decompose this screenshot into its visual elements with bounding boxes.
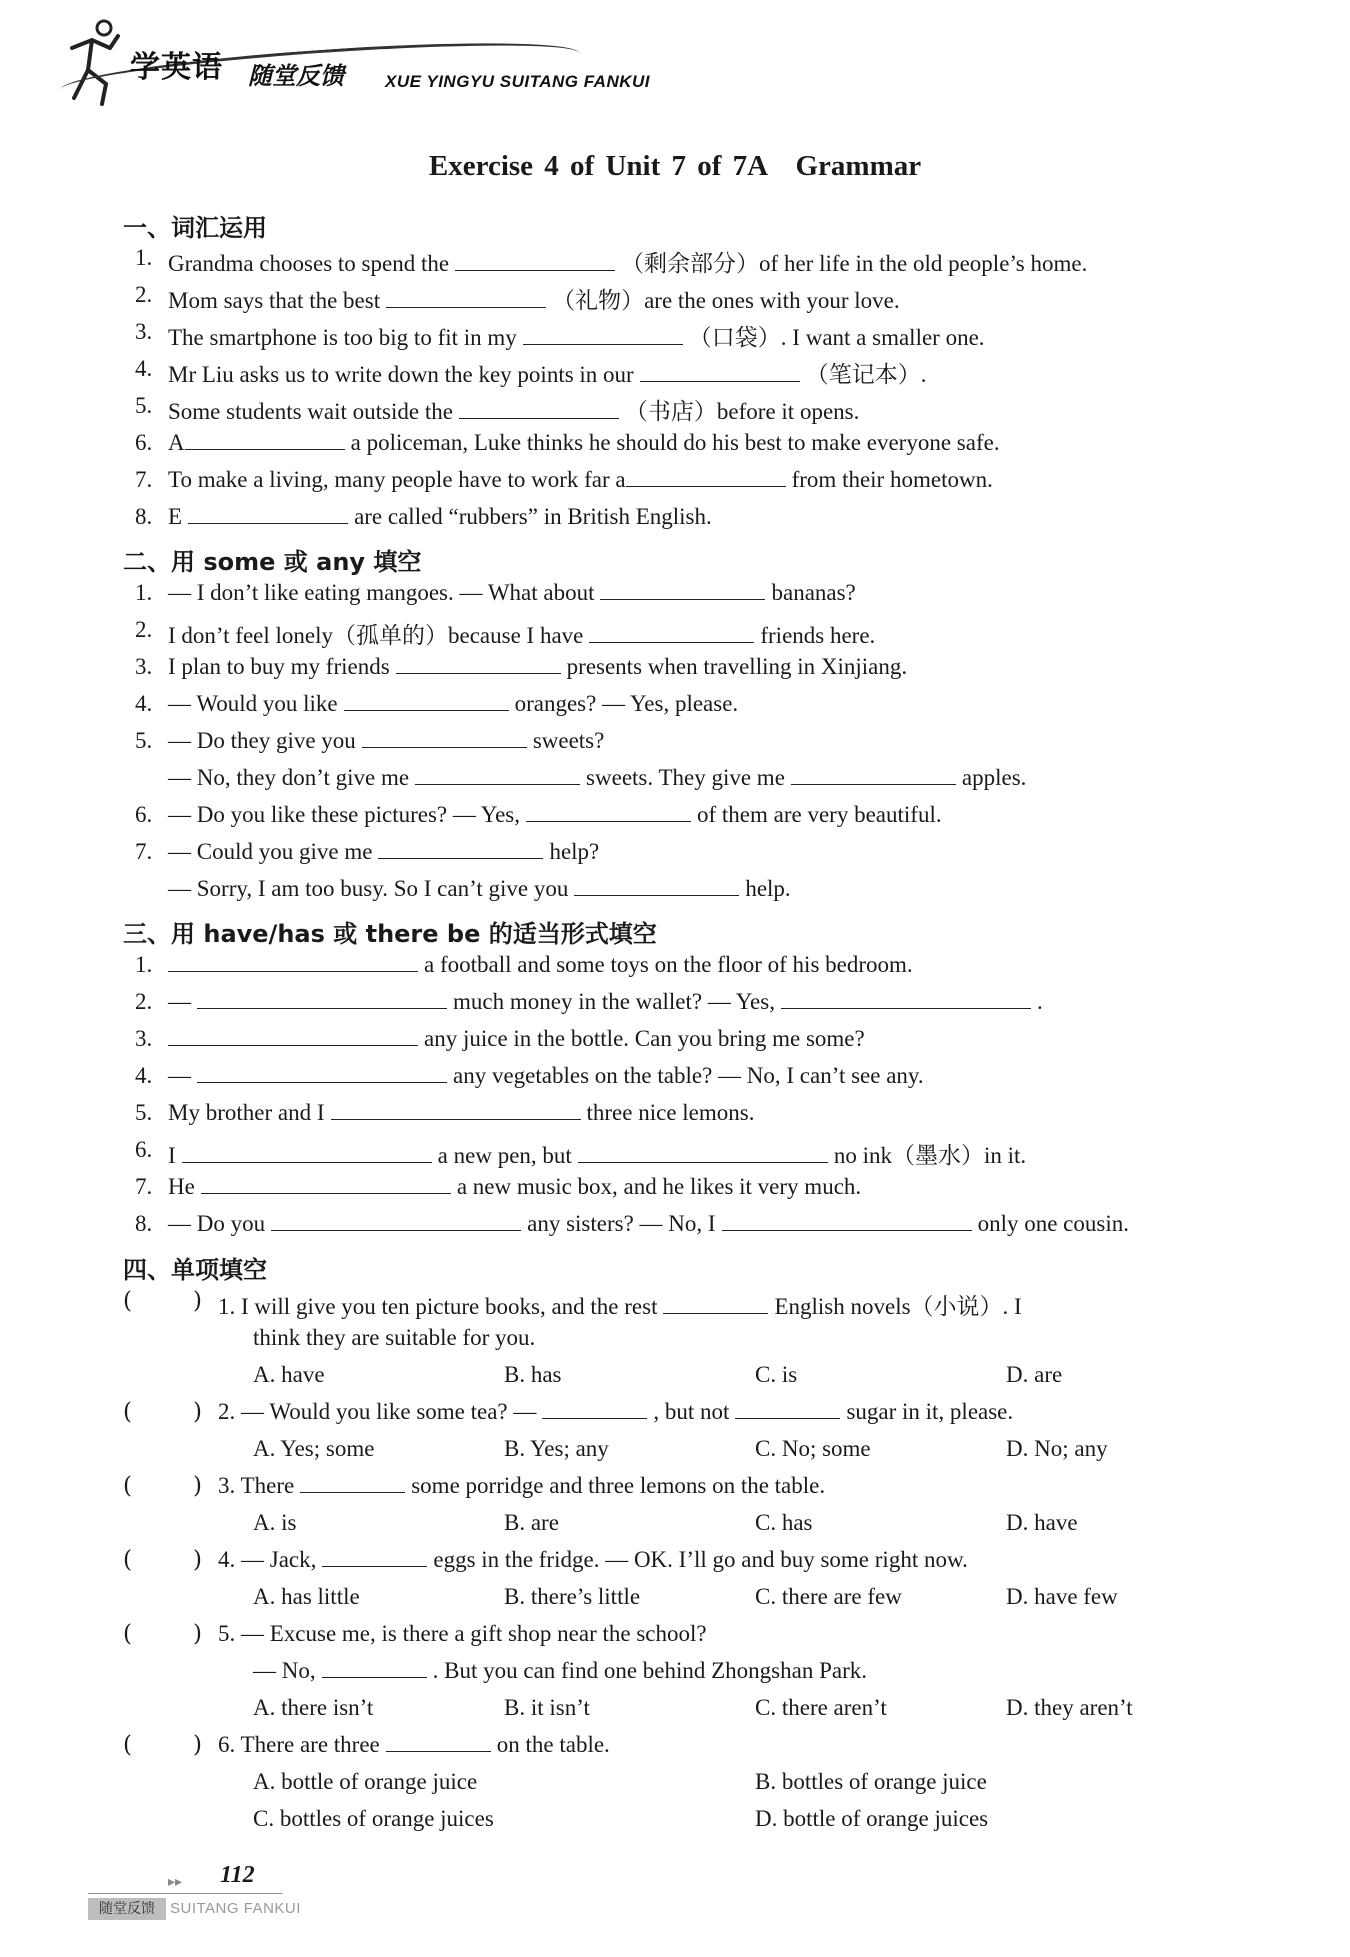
option-b[interactable]: B. bottles of orange juice xyxy=(755,1769,987,1794)
question-text: He a new music box, and he likes it very much. xyxy=(168,1174,862,1199)
question-number: 2. xyxy=(135,617,153,642)
answer-blank[interactable] xyxy=(722,1229,972,1231)
question-text: Mom says that the best （礼物）are the ones with your love. xyxy=(168,288,900,313)
question-text: To make a living, many people have to work far a from their hometown. xyxy=(168,467,993,492)
question-number: 6. xyxy=(135,1137,153,1162)
question-text: Some students wait outside the （书店）before it opens. xyxy=(168,399,860,424)
answer-blank[interactable] xyxy=(600,598,765,600)
question-text: I plan to buy my friends presents when travelling in Xinjiang. xyxy=(168,654,908,679)
answer-blank[interactable] xyxy=(396,672,561,674)
answer-bracket-right[interactable]: ) xyxy=(193,1399,202,1425)
question-text: — much money in the wallet? — Yes, . xyxy=(168,989,1043,1014)
question-text-continued: — No, . But you can find one behind Zhongshan Park. xyxy=(253,1658,867,1683)
answer-blank[interactable] xyxy=(663,1312,768,1314)
question-text: 6. There are three on the table. xyxy=(218,1732,610,1757)
answer-blank[interactable] xyxy=(415,783,580,785)
option-d[interactable]: D. bottle of orange juices xyxy=(755,1806,989,1831)
question-number: 5. xyxy=(135,393,153,418)
question-text: — Do you like these pictures? — Yes, of them are very beautiful. xyxy=(168,802,942,827)
option-d[interactable]: D. have xyxy=(1006,1510,1078,1535)
answer-blank[interactable] xyxy=(626,485,786,487)
option-b[interactable]: B. are xyxy=(504,1510,559,1535)
answer-blank[interactable] xyxy=(185,448,345,450)
answer-blank[interactable] xyxy=(542,1417,647,1419)
question-text: — I don’t like eating mangoes. — What about bananas? xyxy=(168,580,856,605)
option-d[interactable]: D. No; any xyxy=(1006,1436,1108,1461)
answer-blank[interactable] xyxy=(362,746,527,748)
question-number: 5. xyxy=(135,728,153,753)
answer-bracket-left[interactable]: ( xyxy=(123,1732,132,1758)
answer-blank[interactable] xyxy=(735,1417,840,1419)
answer-blank[interactable] xyxy=(168,970,418,972)
answer-blank[interactable] xyxy=(331,1118,581,1120)
question-text: E are called “rubbers” in British English. xyxy=(168,504,712,529)
question-text: 5. — Excuse me, is there a gift shop near the school? xyxy=(218,1621,707,1646)
question-number: 5. xyxy=(135,1100,153,1125)
answer-blank[interactable] xyxy=(578,1161,828,1163)
question-text: My brother and I three nice lemons. xyxy=(168,1100,755,1125)
option-d[interactable]: D. they aren’t xyxy=(1006,1695,1133,1720)
answer-blank[interactable] xyxy=(182,1161,432,1163)
answer-blank[interactable] xyxy=(640,380,800,382)
answer-blank[interactable] xyxy=(322,1565,427,1567)
answer-blank[interactable] xyxy=(168,1044,418,1046)
double-arrow-icon: ▸▸ xyxy=(168,1874,183,1890)
logo-pinyin: XUE YINGYU SUITANG FANKUI xyxy=(385,72,651,91)
question-text: — Do they give you sweets? xyxy=(168,728,605,753)
question-text: 3. There some porridge and three lemons on the table. xyxy=(218,1473,826,1498)
question-number: 1. xyxy=(135,952,153,977)
answer-blank[interactable] xyxy=(526,820,691,822)
answer-blank[interactable] xyxy=(197,1081,447,1083)
option-d[interactable]: D. are xyxy=(1006,1362,1063,1387)
question-text: — Do you any sisters? — No, I only one cousin. xyxy=(168,1211,1129,1236)
question-number: 4. xyxy=(135,356,153,381)
footer-divider xyxy=(88,1893,283,1894)
question-number: 7. xyxy=(135,1174,153,1199)
option-d[interactable]: D. have few xyxy=(1006,1584,1118,1609)
answer-bracket-right[interactable]: ) xyxy=(193,1473,202,1499)
question-number: 3. xyxy=(135,319,153,344)
answer-blank[interactable] xyxy=(589,641,754,643)
option-b[interactable]: B. there’s little xyxy=(504,1584,641,1609)
answer-blank[interactable] xyxy=(386,306,546,308)
question-number: 4. xyxy=(135,1063,153,1088)
question-text: Mr Liu asks us to write down the key points in our （笔记本）. xyxy=(168,362,927,387)
answer-blank[interactable] xyxy=(574,894,739,896)
question-text: Grandma chooses to spend the （剩余部分）of her life in the old people’s home. xyxy=(168,251,1088,276)
answer-blank[interactable] xyxy=(523,343,683,345)
question-number: 3. xyxy=(135,1026,153,1051)
question-text: — any vegetables on the table? — No, I can’t see any. xyxy=(168,1063,924,1088)
question-text: a football and some toys on the floor of his bedroom. xyxy=(168,952,913,978)
answer-bracket-left[interactable]: ( xyxy=(123,1547,132,1573)
option-b[interactable]: B. Yes; any xyxy=(504,1436,609,1461)
question-text: I a new pen, but no ink（墨水）in it. xyxy=(168,1143,1027,1168)
answer-bracket-right[interactable]: ) xyxy=(193,1732,202,1758)
answer-blank[interactable] xyxy=(791,783,956,785)
option-a[interactable]: A. has little xyxy=(253,1584,360,1609)
question-text: 1. I will give you ten picture books, and the rest English novels（小说）. I xyxy=(218,1294,1022,1319)
logo-chinese-title: 学英语 xyxy=(130,50,223,85)
option-a[interactable]: A. have xyxy=(253,1362,325,1387)
question-number: 2. xyxy=(135,282,153,307)
answer-bracket-left[interactable]: ( xyxy=(123,1473,132,1499)
question-number: 7. xyxy=(135,839,153,864)
answer-bracket-right[interactable]: ) xyxy=(193,1547,202,1573)
answer-bracket-left[interactable]: ( xyxy=(123,1288,132,1314)
option-a[interactable]: A. Yes; some xyxy=(253,1436,375,1461)
question-number: 8. xyxy=(135,504,153,529)
footer-label-box: 随堂反馈 xyxy=(88,1898,166,1920)
question-text: — No, they don’t give me sweets. They give me apples. xyxy=(168,765,1027,790)
option-c[interactable]: C. is xyxy=(755,1362,798,1387)
page-title: Exercise 4 of Unit 7 of 7A Grammar xyxy=(428,150,922,182)
question-text: — Would you like oranges? — Yes, please. xyxy=(168,691,739,716)
answer-blank[interactable] xyxy=(344,709,509,711)
logo-chinese-subtitle: 随堂反馈 xyxy=(248,62,344,90)
question-text: — Sorry, I am too busy. So I can’t give you help. xyxy=(168,876,791,901)
option-c[interactable]: C. No; some xyxy=(755,1436,871,1461)
footer-pinyin: SUITANG FANKUI xyxy=(170,1900,301,1917)
answer-bracket-right[interactable]: ) xyxy=(193,1621,202,1647)
question-text: 2. — Would you like some tea? — , but not sugar in it, please. xyxy=(218,1399,1014,1424)
question-number: 2. xyxy=(135,989,153,1014)
question-text: A a policeman, Luke thinks he should do his best to make everyone safe. xyxy=(168,430,1000,455)
question-text: The smartphone is too big to fit in my （口袋）. I want a smaller one. xyxy=(168,325,985,350)
answer-blank[interactable] xyxy=(300,1491,405,1493)
answer-blank[interactable] xyxy=(455,269,615,271)
question-number: 1. xyxy=(135,245,153,270)
question-number: 8. xyxy=(135,1211,153,1236)
answer-blank[interactable] xyxy=(781,1007,1031,1009)
question-number: 1. xyxy=(135,580,153,605)
question-number: 3. xyxy=(135,654,153,679)
option-a[interactable]: A. bottle of orange juice xyxy=(253,1769,478,1794)
question-number: 7. xyxy=(135,467,153,492)
answer-blank[interactable] xyxy=(197,1007,447,1009)
question-text: 4. — Jack, eggs in the fridge. — OK. I’ll go and buy some right now. xyxy=(218,1547,968,1572)
question-number: 6. xyxy=(135,802,153,827)
answer-blank[interactable] xyxy=(459,417,619,419)
question-number: 6. xyxy=(135,430,153,455)
question-number: 4. xyxy=(135,691,153,716)
answer-bracket-left[interactable]: ( xyxy=(123,1621,132,1647)
answer-blank[interactable] xyxy=(271,1229,521,1231)
answer-bracket-right[interactable]: ) xyxy=(193,1288,202,1314)
section-heading-have-there-be: 三、用 have/has 或 there be 的适当形式填空 xyxy=(123,920,657,948)
question-text: any juice in the bottle. Can you bring me some? xyxy=(168,1026,865,1052)
answer-blank[interactable] xyxy=(188,522,348,524)
option-a[interactable]: A. there isn’t xyxy=(253,1695,374,1720)
question-text: — Could you give me help? xyxy=(168,839,600,864)
question-text-continued: think they are suitable for you. xyxy=(253,1325,536,1350)
question-text: I don’t feel lonely（孤单的）because I have friends here. xyxy=(168,623,876,648)
answer-blank[interactable] xyxy=(378,857,543,859)
answer-bracket-left[interactable]: ( xyxy=(123,1399,132,1425)
section-heading-some-any: 二、用 some 或 any 填空 xyxy=(123,548,422,576)
answer-blank[interactable] xyxy=(201,1192,451,1194)
section-heading-multiple-choice: 四、单项填空 xyxy=(123,1256,267,1284)
section-heading-vocabulary: 一、词汇运用 xyxy=(123,214,267,242)
option-b[interactable]: B. it isn’t xyxy=(504,1695,590,1720)
option-c[interactable]: C. has xyxy=(755,1510,813,1535)
option-a[interactable]: A. is xyxy=(253,1510,297,1535)
option-c[interactable]: C. bottles of orange juices xyxy=(253,1806,494,1831)
option-c[interactable]: C. there aren’t xyxy=(755,1695,887,1720)
answer-blank[interactable] xyxy=(322,1676,427,1678)
option-c[interactable]: C. there are few xyxy=(755,1584,902,1609)
page-number: 112 xyxy=(220,1862,255,1888)
option-b[interactable]: B. has xyxy=(504,1362,562,1387)
answer-blank[interactable] xyxy=(386,1750,491,1752)
